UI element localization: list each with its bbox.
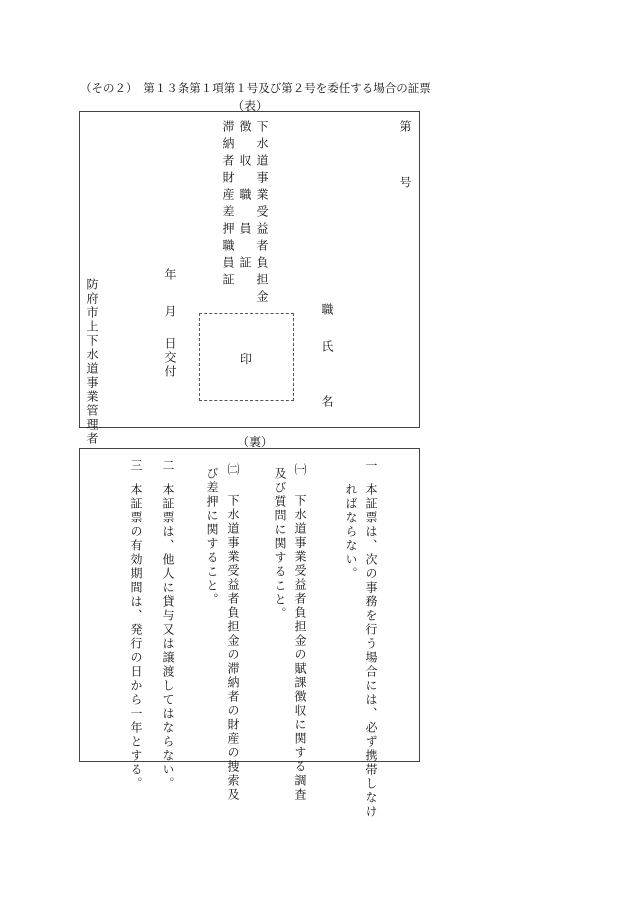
seal-box bbox=[199, 313, 294, 401]
card-title-line2: 徴 収 職 員 証 bbox=[238, 120, 252, 273]
card-title-line1: 下水道事業受益者負担金 bbox=[255, 120, 269, 307]
position-label: 職 bbox=[320, 303, 334, 320]
sub2-line1: 下水道事業受益者負担金の滞納者の財産の捜索及 bbox=[226, 494, 240, 802]
date-month: 月 bbox=[163, 305, 177, 322]
item1-line1: 本証票は、次の事務を行う場合には、必ず携帯しなけ bbox=[364, 483, 378, 819]
item3-number: 三 bbox=[129, 459, 143, 476]
number-label-a: 第 bbox=[398, 120, 412, 137]
card-title-line3: 滞納者財産差押職員証 bbox=[221, 120, 235, 290]
sub1-line1: 下水道事業受益者負担金の賦課徴収に関する調査 bbox=[293, 494, 307, 802]
sub2-number: ㈡ bbox=[226, 463, 240, 480]
front-card bbox=[79, 111, 420, 446]
back-label: （裏） bbox=[237, 435, 274, 449]
item1-line2: ればならない。 bbox=[344, 483, 358, 581]
date-year: 年 bbox=[163, 268, 177, 285]
name-label-b: 名 bbox=[320, 395, 334, 412]
item1-number: 一 bbox=[364, 459, 378, 476]
sub1-number: ㈠ bbox=[293, 463, 307, 480]
sub2-line2: び差押に関すること。 bbox=[205, 467, 219, 607]
sub1-line2: 及び質問に関すること。 bbox=[273, 467, 287, 621]
item2-text: 本証票は、他人に貸与又は譲渡してはならない。 bbox=[161, 483, 175, 791]
caption: （その２） 第１３条第１項第１号及び第２号を委任する場合の証票 bbox=[80, 81, 431, 95]
seal-label: 印 bbox=[240, 352, 253, 366]
issuer: 防府市上下水道事業管理者 bbox=[85, 278, 99, 446]
front-label: （表） bbox=[232, 99, 269, 113]
name-label-a: 氏 bbox=[320, 340, 334, 357]
number-label-b: 号 bbox=[398, 176, 412, 193]
back-card bbox=[79, 448, 420, 819]
item3-text: 本証票の有効期間は、発行の日から一年とする。 bbox=[129, 483, 143, 791]
date-issued: 日交付 bbox=[163, 337, 177, 379]
item2-number: 二 bbox=[161, 459, 175, 476]
